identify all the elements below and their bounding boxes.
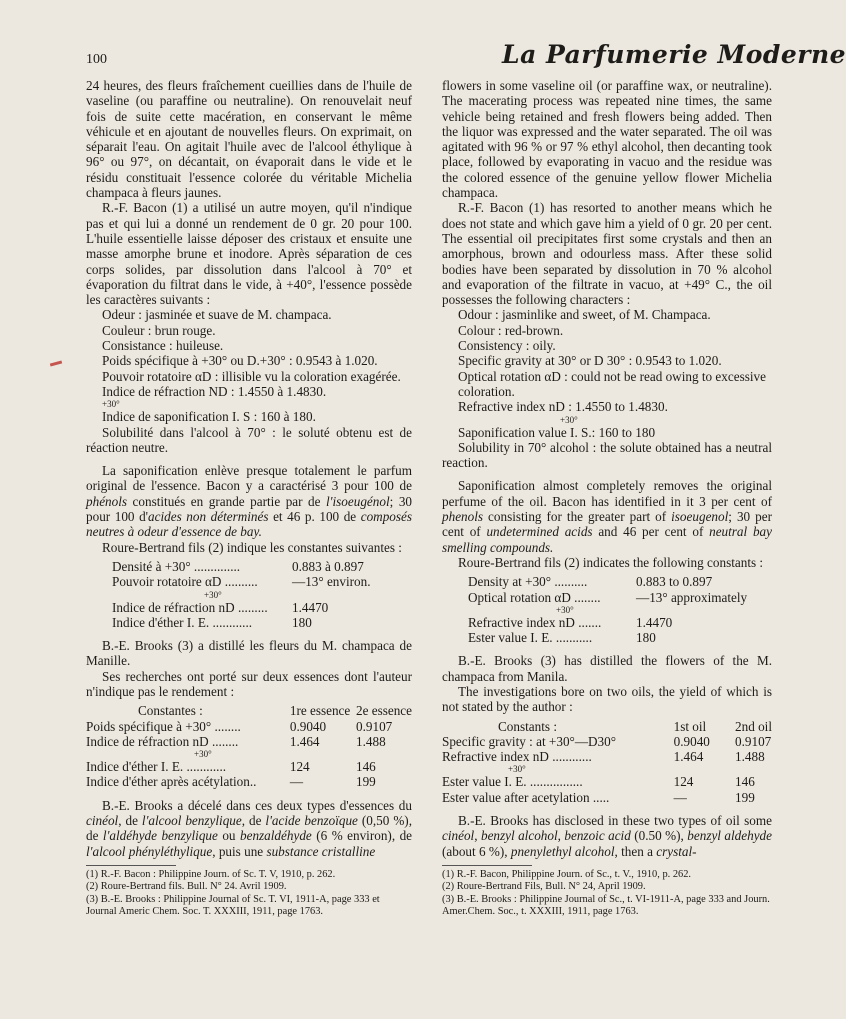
- paragraph: B.-E. Brooks a décelé dans ces deux types d'essences du cinéol, de l'alcool benzylique, de l'acide benzoïque (0,50 %), de l'aldéhyde benzylique ou benzaldéhyde (6 % environ), de l'alcool phényléthylique, puis une substance cristalline: [86, 797, 413, 859]
- margin-ink-mark: [50, 360, 62, 366]
- table-row: +30°: [556, 604, 574, 615]
- paragraph: Saponification almost completely removes the original perfume of the oil. Bacon has identified in it 3 per cent of phenols consisting for the greater part of isoeugenol; 30 per cent of undetermined acids and 46 per cent of neutral bay smelling compounds.: [442, 478, 772, 555]
- french-column: [86, 78, 412, 918]
- footnote: (3) B.-E. Brooks : Philippine Journal of Sc., t. VI-1911-A, page 333 and Journ. Amer.Chem. Soc., t. XXXIII, 1911, page 1763.: [442, 893, 770, 917]
- paragraph: B.-E. Brooks (3) a distillé les fleurs du M. champaca de Manille.: [86, 638, 412, 669]
- table-header: Constantes : 1re essence 2e essence: [138, 703, 412, 719]
- list-item: Couleur : brun rouge.: [102, 322, 216, 338]
- list-item: Saponification value I. S.: 160 to 180: [458, 424, 656, 440]
- list-item: Indice de saponification I. S : 160 à 180.: [102, 409, 316, 425]
- characteristics-list: [442, 307, 772, 439]
- paragraph: Roure-Bertrand fils (2) indique les constantes suivantes :: [102, 539, 402, 555]
- list-item: Refractive index nD : 1.4550 to 1.4830.: [458, 399, 668, 415]
- list-item: Consistance : huileuse.: [102, 338, 224, 354]
- temperature-subscript: +30°: [560, 414, 578, 425]
- english-column: [442, 78, 772, 918]
- table-row: +30°: [508, 764, 526, 775]
- table-row: Indice d'éther I. E. ............ 180: [112, 614, 312, 630]
- table-row: Ester value I. E. ........... 180: [468, 630, 656, 646]
- paragraph: 24 heures, des fleurs fraîchement cueillies dans de l'huile de vaseline (ou paraffine ou neutraline). On renouvelait neuf fois de suite cette macération, en conservant le même véhicule et en ajoutant de nouvelles fleurs. On exprimait, on séparait l'eau. On agitait l'huile avec de l'alcool éthylique à 96° ou 97°, on décantait, on évaporait dans le vide et le résidu constituait l'essence colorée du véritable Michelia champaca à fleurs jaunes.: [86, 78, 412, 201]
- list-item: Poids spécifique à +30° ou D.+30° : 0.9543 à 1.020.: [102, 353, 378, 369]
- table-header: Constants : 1st oil 2nd oil: [498, 718, 772, 734]
- list-item: Specific gravity at 30° or D 30° : 0.9543 to 1.020.: [458, 353, 722, 369]
- table-row: Indice d'éther I. E. ............ 124 146: [86, 759, 376, 775]
- list-item: Colour : red-brown.: [458, 322, 564, 338]
- table-row: Density at +30° .......... 0.883 to 0.897: [468, 574, 713, 590]
- list-item: Consistency : oily.: [458, 338, 556, 354]
- list-item: Pouvoir rotatoire αD : illisible vu la coloration exagérée.: [102, 368, 401, 384]
- table-row: Refractive index nD ....... 1.4470: [468, 614, 673, 630]
- footnote: (1) R.-F. Bacon, Philippine Journ. of Sc., t. V., 1910, p. 262.: [442, 868, 692, 880]
- table-row: Ester value after acetylation ..... — 199: [442, 789, 755, 805]
- footnote: (3) B.-E. Brooks : Philippine Journal of Sc. T. VI, 1911-A, page 333 et Journal Americ Chem. Soc. T. XXXIII, 1911, page 1763.: [86, 893, 380, 917]
- brooks-table: [442, 719, 772, 805]
- constants-table: [468, 574, 747, 645]
- paragraph: Solubilité dans l'alcool à 70° : le soluté obtenu est de réaction neutre.: [86, 424, 412, 455]
- characteristics-list: [86, 307, 412, 424]
- table-row: Indice de réfraction nD ......... 1.4470: [112, 599, 329, 615]
- table-row: Indice de réfraction nD ........ 1.464 1.488: [86, 733, 386, 749]
- table-row: Indice d'éther après acétylation.. — 199: [86, 774, 376, 790]
- paragraph: Solubility in 70° alcohol : the solute obtained has a neutral reaction.: [442, 439, 772, 471]
- list-item: Indice de réfraction ND : 1.4550 à 1.4830.: [102, 383, 327, 399]
- paragraph: R.-F. Bacon (1) a utilisé un autre moyen, qu'il n'indique pas et qui lui a donné un rendement de 0 gr. 20 pour 100. L'huile essentielle laisse déposer des cristaux et ensuite une masse amorphe brune et inodore. Après séparation de ces corps solides, par dissolution dans l'alcool à 70° et évaporation du filtrat dans le vide, à +40°, l'essence possède les caractères suivants :: [86, 200, 412, 308]
- footnotes: [442, 869, 772, 918]
- footnote: (2) Roure-Bertrand Fils, Bull. N° 24, April 1909.: [442, 881, 646, 893]
- table-row: Refractive index nD ............ 1.464 1.488: [442, 749, 765, 765]
- paragraph: B.-E. Brooks (3) has distilled the flowers of the M. champaca from Manila.: [442, 653, 772, 684]
- footnote: (1) R.-F. Bacon : Philippine Journ. of Sc. T. V, 1910, p. 262.: [86, 868, 336, 880]
- footnotes: [86, 869, 412, 918]
- table-row: Specific gravity : at +30°—D30° 0.9040 0.9107: [442, 733, 772, 749]
- footnote-rule: [442, 865, 532, 866]
- masthead-title: La Parfumerie Moderne: [502, 40, 846, 69]
- table-row: Densité à +30° .............. 0.883 à 0.897: [112, 558, 364, 574]
- paragraph: Roure-Bertrand fils (2) indicates the following constants :: [458, 554, 764, 570]
- paragraph: B.-E. Brooks has disclosed in these two types of oil some cinéol, benzyl alcohol, benzoic acid (0.50 %), benzyl aldehyde (about 6 %), pnenylethyl alcohol, then a crystal-: [442, 813, 773, 859]
- paragraph: Ses recherches ont porté sur deux essences dont l'auteur n'indique pas le rendement :: [86, 668, 412, 699]
- table-row: Pouvoir rotatoire αD .......... —13° environ.: [112, 574, 371, 590]
- constants-table: [112, 559, 371, 630]
- table-row: +30°: [204, 589, 222, 600]
- page-number: 100: [86, 52, 107, 67]
- footnote: (2) Roure-Bertrand fils. Bull. N° 24. Avril 1909.: [86, 881, 287, 893]
- paragraph: La saponification enlève presque totalement le parfum original de l'essence. Bacon y a caractérisé 3 pour 100 de phénols constitués en grande partie par de l'isoeugénol; 30 pour 100 d'acides non déterminés et 46 p. 100 de composés neutres à odeur d'essence de bay.: [86, 463, 413, 540]
- brooks-table: [86, 703, 412, 789]
- footnote-rule: [86, 865, 176, 866]
- list-item: Optical rotation αD : could not be read owing to excessive coloration.: [458, 368, 766, 399]
- list-item: Odour : jasminlike and sweet, of M. Champaca.: [458, 307, 711, 323]
- paragraph: flowers in some vaseline oil (or paraffine wax, or neutraline). The macerating process was repeated nine times, the same vehicle being retained and fresh flowers being added. Then the liquor was expressed and the water separated. The oil was agitated with 96 % or 97 % ethyl alcohol, then decanting took place, followed by evaporating in vacuo and the residue was the colored essence of the genuine yellow flower Michelia champaca.: [442, 78, 772, 201]
- list-item: Odeur : jasminée et suave de M. champaca.: [102, 307, 332, 323]
- paragraph: R.-F. Bacon (1) has resorted to another means which he does not state and which gave him a yield of 0 gr. 20 per cent. The essential oil precipitates first some crystals and then an amorphous, brown and odourless mass. After these solid bodies have been separated by dissolution in 70 % alcohol and evaporation of the filtrate in vacuo, at +49° C., the oil possesses the following characters :: [442, 200, 772, 308]
- temperature-subscript: +30°: [102, 399, 120, 410]
- table-row: Ester value I. E. ................ 124 146: [442, 774, 755, 790]
- table-row: +30°: [194, 749, 212, 760]
- paragraph: The investigations bore on two oils, the yield of which is not stated by the author :: [442, 683, 772, 715]
- table-row: Poids spécifique à +30° ........ 0.9040 0.9107: [86, 718, 393, 734]
- table-row: Optical rotation αD ........ —13° approximately: [468, 589, 748, 605]
